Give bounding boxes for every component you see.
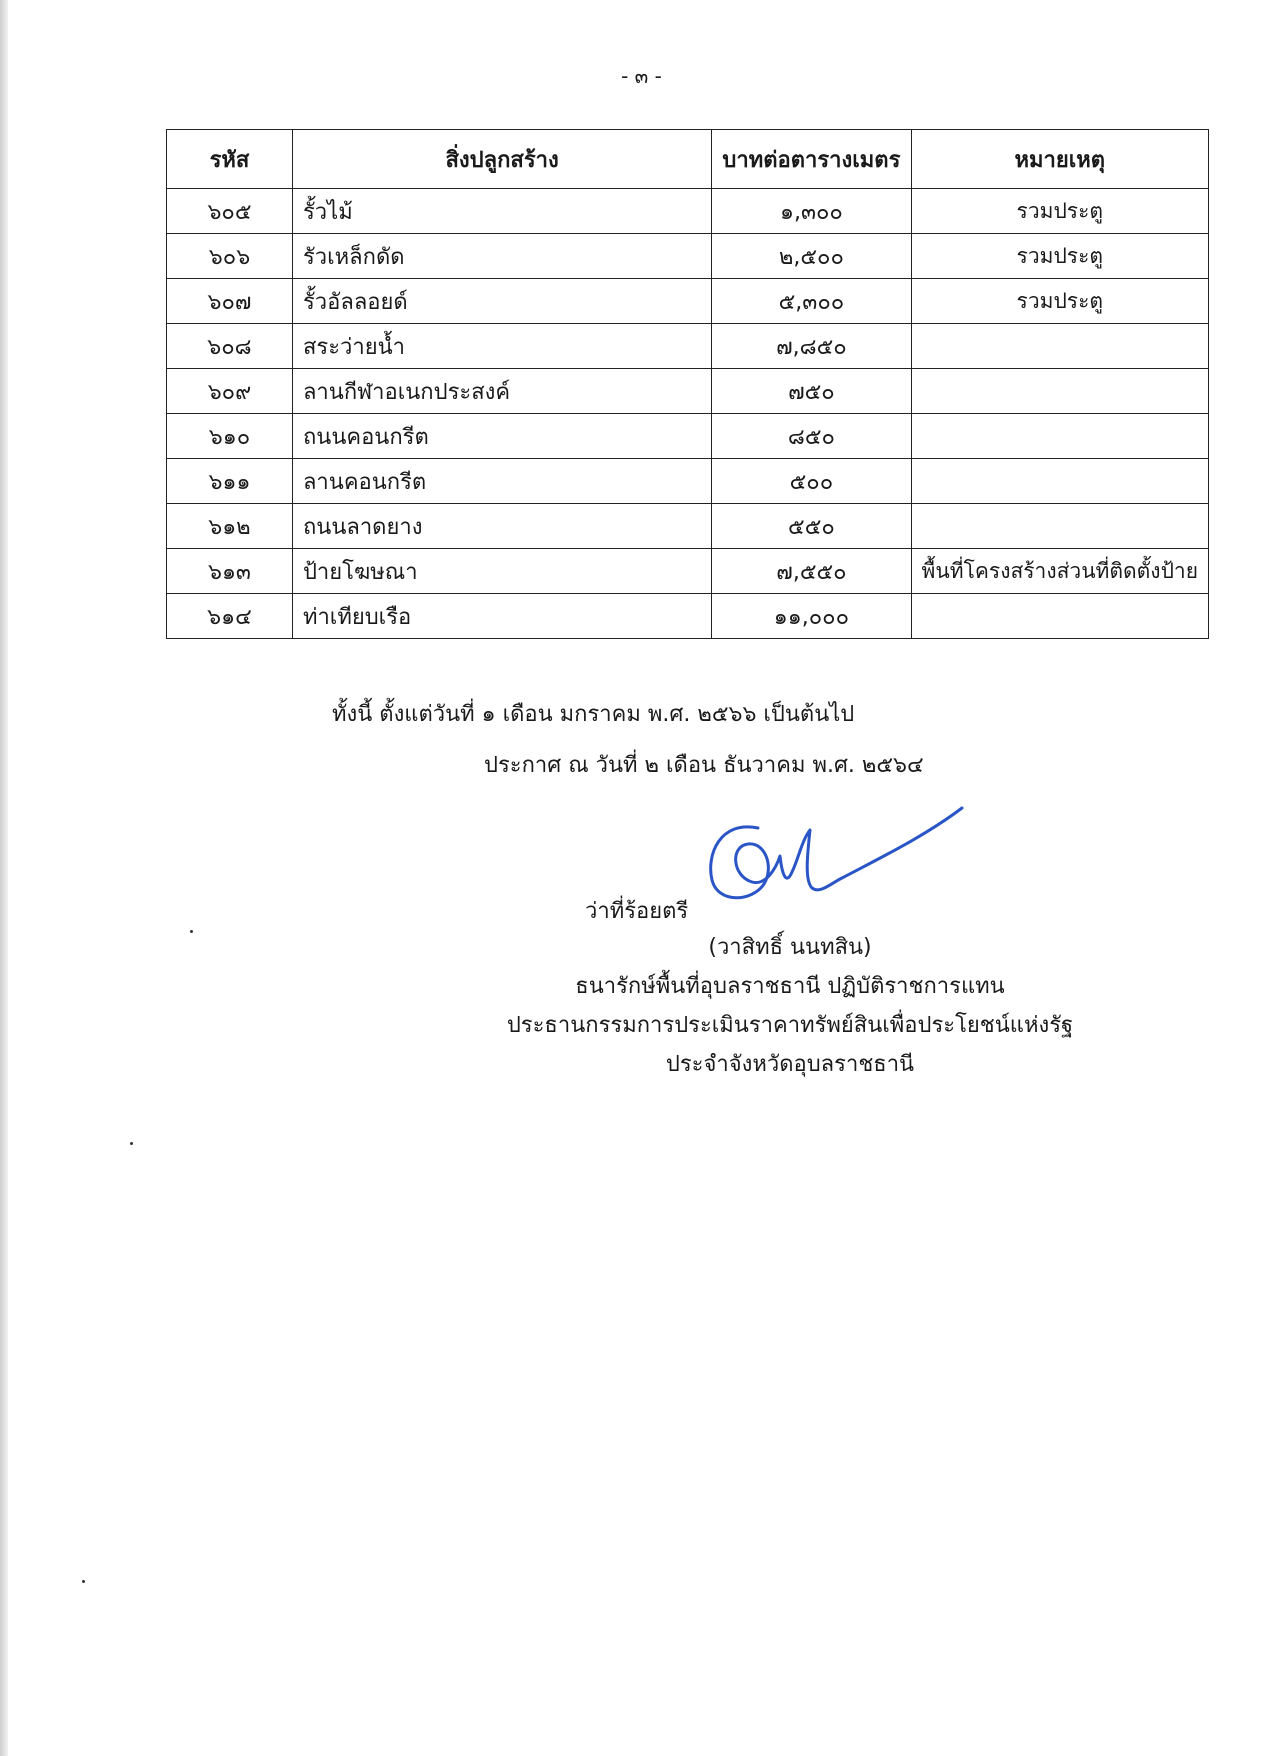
row-item: รั้วไม้ [292, 189, 711, 234]
table-row [167, 324, 1209, 369]
row-code: ๖๑๒ [167, 504, 293, 549]
row-code: ๖๐๖ [167, 234, 293, 279]
row-note [911, 459, 1208, 504]
row-code: ๖๐๘ [167, 324, 293, 369]
row-price: ๕๐๐ [712, 459, 911, 504]
signatory-block [400, 928, 1180, 1084]
signatory-name: (วาสิทธิ์ นนทสิน) [708, 935, 872, 960]
row-item: ท่าเทียบเรือ [292, 594, 711, 639]
header-item: สิ่งปลูกสร้าง [292, 130, 711, 189]
row-price: ๗,๘๕๐ [712, 324, 911, 369]
signature-drawing [700, 800, 970, 920]
announcement-date-line: ประกาศ ณ วันที่ ๒ เดือน ธันวาคม พ.ศ. ๒๕๖๔ [484, 753, 924, 778]
row-price: ๕,๓๐๐ [712, 279, 911, 324]
header-note: หมายเหตุ [911, 130, 1208, 189]
row-note [911, 504, 1208, 549]
row-note [911, 594, 1208, 639]
row-item: ถนนคอนกรีต [292, 414, 711, 459]
header-code: รหัส [167, 130, 293, 189]
table-row [167, 189, 1209, 234]
table-row [167, 279, 1209, 324]
row-price: ๗๕๐ [712, 369, 911, 414]
row-note [911, 369, 1208, 414]
header-price: บาทต่อตารางเมตร [712, 130, 911, 189]
paper-speck [190, 930, 193, 933]
row-price: ๕๕๐ [712, 504, 911, 549]
row-price: ๗,๕๕๐ [712, 549, 911, 594]
table-row [167, 234, 1209, 279]
row-code: ๖๑๓ [167, 549, 293, 594]
row-item: ป้ายโฆษณา [292, 549, 711, 594]
table-row [167, 504, 1209, 549]
signatory-position-1: ธนารักษ์พื้นที่อุบลราชธานี ปฏิบัติราชการแทน [575, 974, 1005, 999]
row-note: รวมประตู [911, 234, 1208, 279]
paper-speck [130, 1142, 133, 1145]
row-code: ๖๐๕ [167, 189, 293, 234]
row-note: รวมประตู [911, 279, 1208, 324]
row-price: ๑๑,๐๐๐ [712, 594, 911, 639]
signatory-rank: ว่าที่ร้อยตรี [585, 899, 689, 924]
row-price: ๑,๓๐๐ [712, 189, 911, 234]
row-item: รัวเหล็กดัด [292, 234, 711, 279]
table-row [167, 369, 1209, 414]
table-row [167, 414, 1209, 459]
row-note: พื้นที่โครงสร้างส่วนที่ติดตั้งป้าย [911, 549, 1208, 594]
row-note [911, 324, 1208, 369]
table-row [167, 459, 1209, 504]
page-number: - ๓ - [621, 64, 662, 88]
row-item: ลานคอนกรีต [292, 459, 711, 504]
effective-date-line: ทั้งนี้ ตั้งแต่วันที่ ๑ เดือน มกราคม พ.ศ. ๒๕๖๖ เป็นต้นไป [332, 702, 855, 727]
row-item: สระว่ายน้ำ [292, 324, 711, 369]
paper-speck [82, 1580, 85, 1583]
signatory-position-3: ประจำจังหวัดอุบลราชธานี [665, 1052, 915, 1077]
table-row [167, 549, 1209, 594]
row-note: รวมประตู [911, 189, 1208, 234]
row-price: ๒,๕๐๐ [712, 234, 911, 279]
row-code: ๖๑๑ [167, 459, 293, 504]
row-code: ๖๐๙ [167, 369, 293, 414]
row-item: ลานกีฬาอเนกประสงค์ [292, 369, 711, 414]
table-row [167, 594, 1209, 639]
signatory-position-2: ประธานกรรมการประเมินราคาทรัพย์สินเพื่อประโยชน์แห่งรัฐ [506, 1013, 1074, 1038]
page-edge [0, 0, 8, 1756]
row-item: รั้วอัลลอยด์ [292, 279, 711, 324]
rates-table [166, 129, 1209, 639]
table-header-row [167, 130, 1209, 189]
handwritten-signature [700, 800, 970, 924]
row-code: ๖๑๔ [167, 594, 293, 639]
row-code: ๖๑๐ [167, 414, 293, 459]
row-price: ๘๕๐ [712, 414, 911, 459]
row-note [911, 414, 1208, 459]
row-code: ๖๐๗ [167, 279, 293, 324]
row-item: ถนนลาดยาง [292, 504, 711, 549]
